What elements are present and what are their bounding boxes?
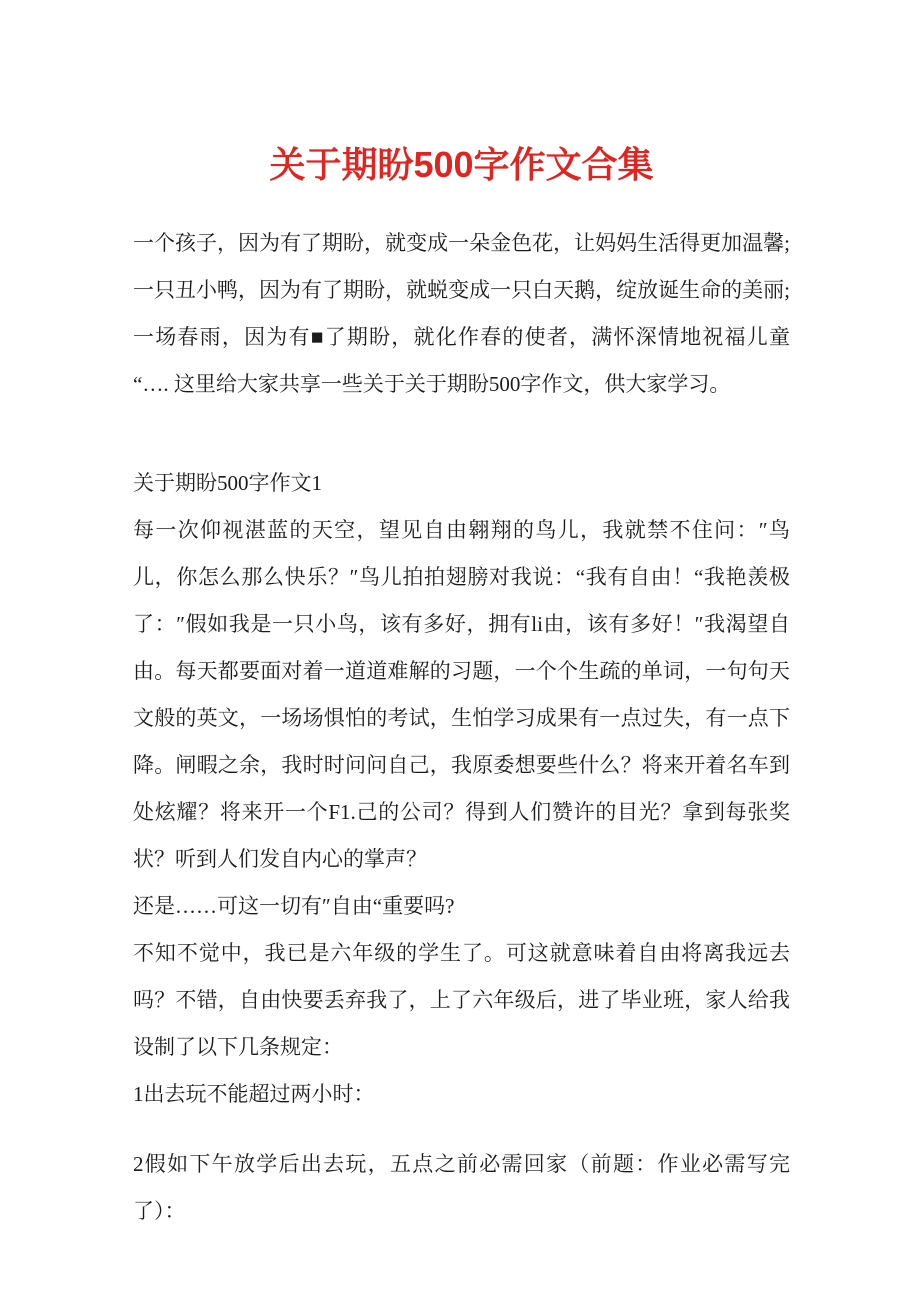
essay-paragraph: 还是……可这一切有″自由“重要吗?: [133, 894, 455, 918]
essay-paragraph: 不知不觉中，我已是六年级的学生了。可这就意味着自由将离我远去吗？不错，自由快要丢弃我了，上了六年级后，进了毕业班，家人给我设制了以下几条规定：: [133, 941, 790, 1059]
page-title: 关于期盼500字作文合集: [269, 144, 654, 185]
section-heading: 关于期盼500字作文1: [133, 471, 322, 495]
essay-paragraph: 每一次仰视湛蓝的天空，望见自由翱翔的鸟儿，我就禁不住问：″鸟儿，你怎么那么快乐？″鸟儿拍拍翅膀对我说：“我有自由！“我艳羡极了：″假如我是一只小鸟，该有多好，拥有li由，该有多好！″我渴望自由。每天都要面对着一道道难解的习题，一个个生疏的单词，一句句天文般的英文，一场场惧怕的考试，生怕学习成果有一点过失，有一点下降。闸暇之余，我时时问问自己，我原委想要些什么？将来开着名车到处炫耀？将来开一个F1.己的公司？得到人们赞许的目光？拿到每张奖状？听到人们发自内心的掌声？: [133, 518, 790, 871]
intro-paragraph: 一个孩子，因为有了期盼，就变成一朵金色花，让妈妈生活得更加温馨; 一只丑小鸭，因为有了期盼，就蜕变成一只白天鹅，绽放诞生命的美丽; 一场春雨，因为有■了期盼，就化作春的使者，满怀深情地祝福儿童 “…. 这里给大家共享一些关于关于期盼500字作文，供大家学习。: [133, 231, 790, 396]
rule-item-1: 1出去玩不能超过两小时：: [133, 1082, 375, 1106]
rule-item-2: 2假如下午放学后出去玩，五点之前必需回家（前题：作业必需写完了）：: [133, 1152, 790, 1223]
